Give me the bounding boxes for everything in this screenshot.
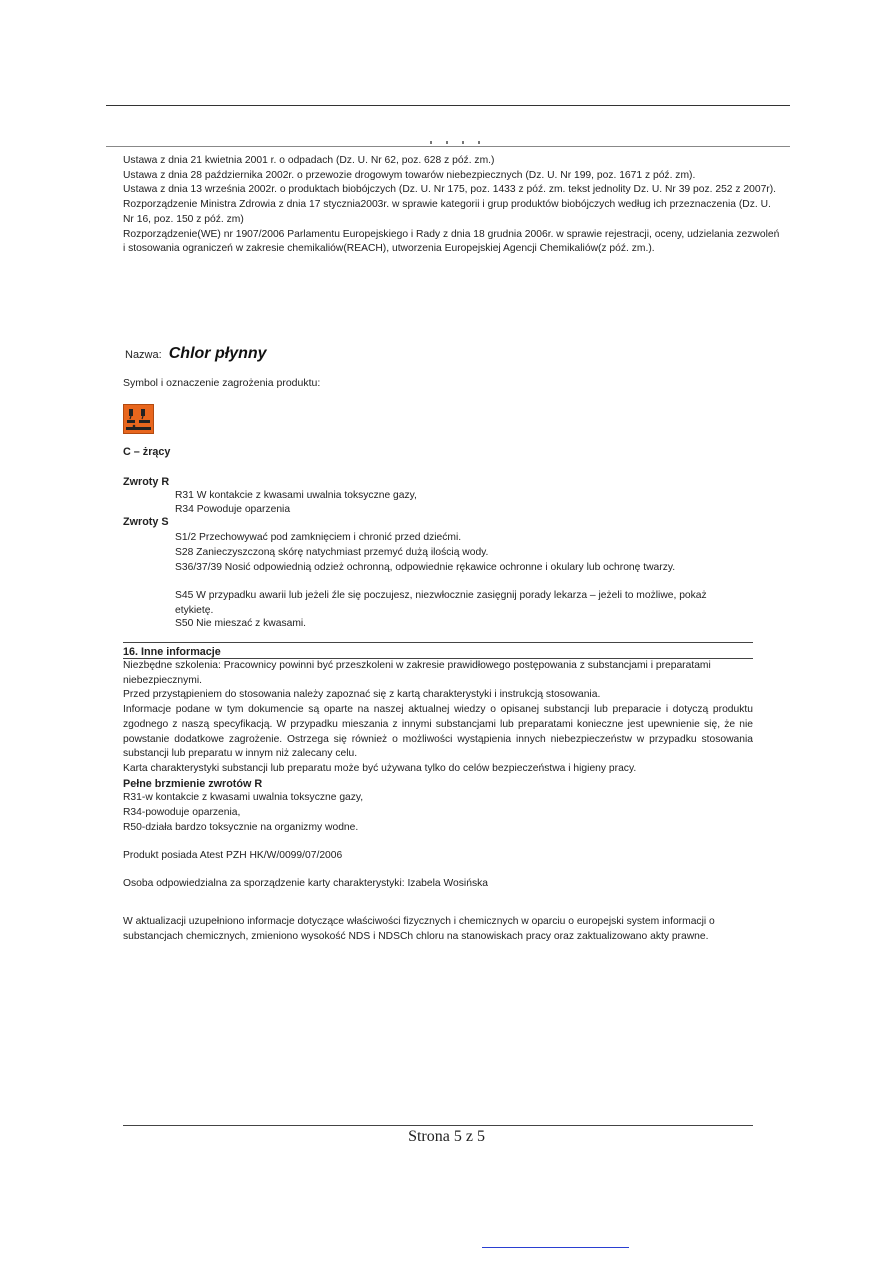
s-phrases-title: Zwroty S [123, 516, 169, 528]
legal-act: Rozporządzenie(WE) nr 1907/2006 Parlamentu Europejskiego i Rady z dnia 18 grudnia 2006r. w sprawie rejestracji, oceny, udzielania zezwoleń i stosowania ograniczeń w zakresie chemikaliów(REACH), utworzenia Europejskiej Agencji Chemikaliów(z póź. zm.). [123, 228, 780, 255]
legal-act: Ustawa z dnia 13 września 2002r. o produktach biobójczych (Dz. U. Nr 175, poz. 1433 z póź. zm. tekst jednolity Dz. U. Nr 39 poz. 252 z 2007r). [123, 184, 777, 196]
atest-text: Produkt posiada Atest PZH HK/W/0099/07/2006 [123, 850, 343, 861]
s-phrase: S36/37/39 Nosić odpowiednią odzież ochronną, odpowiednie rękawice ochronne i okulary lub ochronę twarzy. [175, 562, 676, 573]
link-underline[interactable] [482, 1247, 629, 1248]
page-number: Strona 5 z 5 [408, 1128, 485, 1145]
corrosive-hazard-icon [123, 404, 154, 434]
s-phrase: S1/2 Przechowywać pod zamknięciem i chronić przed dziećmi. [175, 532, 462, 543]
r-phrase: R31 W kontakcie z kwasami uwalnia toksyczne gazy, [175, 490, 417, 501]
hazard-symbol-label: Symbol i oznaczenie zagrożenia produktu: [123, 377, 321, 389]
cropped-heading-fragment [430, 131, 510, 134]
section-16-body [123, 659, 753, 835]
footer-rule [123, 1125, 753, 1126]
r-phrases-title: Zwroty R [123, 476, 170, 488]
section-16-rule-top [123, 642, 753, 643]
full-r-item: R34-powoduje oparzenia, [123, 807, 241, 819]
s-phrase: S45 W przypadku awarii lub jeżeli źle się poczujesz, niezwłocznie zasięgnij porady lekarza – jeżeli to możliwe, pokaż etykietę. [175, 590, 707, 616]
hazard-code: C – żrący [123, 446, 171, 458]
legal-act: Rozporządzenie Ministra Zdrowia z dnia 17 stycznia2003r. w sprawie kategorii i grup produktów biobójczych według ich przeznaczenia (Dz. U. Nr 16, poz. 150 z póź. zm) [123, 199, 771, 225]
full-r-item: R31-w kontakcie z kwasami uwalnia toksyczne gazy, [123, 792, 364, 804]
disclaimer-text: Informacje podane w tym dokumencie są oparte na naszej aktualnej wiedzy o opisanej substancji lub preparacie i dotyczą produktu zgodnego z naszą specyfikacją. W przypadku mieszania z innymi substancjami lub preparatami konieczne jest upewnienie się, że nie powstanie dodatkowe zagrożenie. Ostrzega się również o możliwości wystąpienia innych niebezpieczeństw w przypadku stosowania substancji lub preparatu w innym niż zalecany celu. [123, 704, 753, 760]
product-name: Chlor płynny [168, 345, 267, 362]
header-rule [106, 105, 790, 106]
section-rule-top [106, 146, 790, 147]
before-use-text: Przed przystąpieniem do stosowania należy zapoznać się z kartą charakterystyki i instrukcją stosowania. [123, 689, 601, 701]
s-phrase: S28 Zanieczyszczoną skórę natychmiast przemyć dużą ilością wody. [175, 547, 489, 558]
legal-acts-list [123, 154, 783, 257]
product-name-row [125, 345, 267, 363]
training-text: Niezbędne szkolenia: Pracownicy powinni być przeszkoleni w zakresie prawidłowego postępowania z substancjami i preparatami niebezpiecznymi. [123, 660, 711, 686]
responsible-person-text: Osoba odpowiedzialna za sporządzenie karty charakterystyki: Izabela Wosińska [123, 878, 488, 889]
full-r-item: R50-działa bardzo toksycznie na organizmy wodne. [123, 821, 359, 833]
legal-act: Ustawa z dnia 21 kwietnia 2001 r. o odpadach (Dz. U. Nr 62, poz. 628 z póź. zm.) [123, 155, 495, 166]
product-name-label: Nazwa: [125, 349, 162, 361]
section-16-title: 16. Inne informacje [123, 646, 221, 658]
update-note-text: W aktualizacji uzupełniono informacje dotyczące właściwości fizycznych i chemicznych w oparciu o europejski system informacji o substancjach chemicznych, zmieniono wysokość NDS i NDSCh chloru na stanowiskach pracy oraz zaktualizowano akty prawne. [123, 916, 715, 942]
s-phrase: S50 Nie mieszać z kwasami. [175, 618, 307, 629]
full-r-title: Pełne brzmienie zwrotów R [123, 777, 263, 790]
legal-act: Ustawa z dnia 28 października 2002r. o przewozie drogowym towarów niebezpiecznych (Dz. U. Nr 199, poz. 1671 z póź. zm). [123, 169, 696, 181]
r-phrase: R34 Powoduje oparzenia [175, 504, 291, 515]
usage-text: Karta charakterystyki substancji lub preparatu może być używana tylko do celów bezpieczeństwa i higieny pracy. [123, 762, 637, 774]
